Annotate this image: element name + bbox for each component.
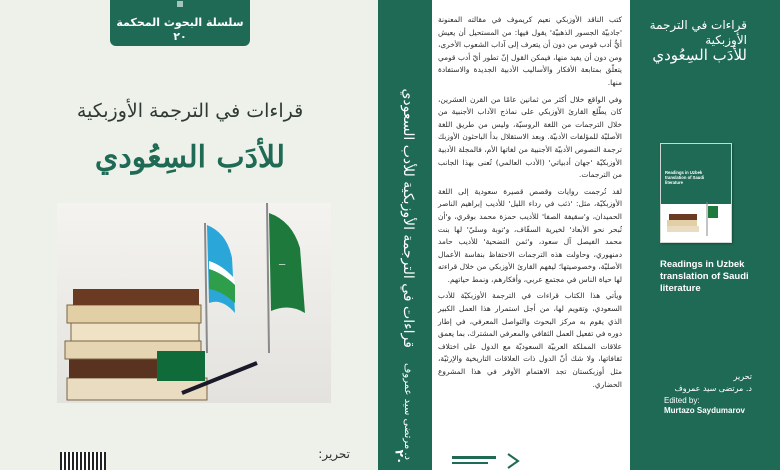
spine-number: ٢٠ (392, 449, 407, 465)
panel-subtitle: للأدَب السِعُودي (652, 46, 747, 64)
cover-photo (57, 203, 331, 403)
editor-name-ar: د. مرتضى سيد عمروف (674, 384, 752, 393)
book-spine (378, 0, 432, 470)
front-cover (0, 0, 378, 470)
editor-name-en: Murtazo Saydumarov (664, 406, 745, 415)
back-paragraph: ويأتي هذا الكتاب قراءات في الترجمة الأوزبكيّة للأدب السعودي، وتقويم لها، من أجل استمرار هذا العمل الكبير الذي يقوم به مركز البحوث والتواصل المعرفي، في إطار دوره في تفعيل العمل الثقافي والمعرفي المشترك، بما يعمق علاقات المملكة العربيّة السعوديّة مع الدول على اختلاف ثقافاتها، ولا شك أنّ الدول ذات العلاقات التاريخية والإرثيّة، مثل أوزبكستان تجد الاهتمام الأوفر في هذا المشروع الحضاري. (437, 291, 622, 389)
cover-thumbnail (660, 143, 732, 243)
back-cover-text (438, 14, 622, 395)
barcode (60, 452, 106, 470)
spine-title: قراءات في الترجمة الأوزبكية للأدب السعودي (400, 88, 416, 348)
thumbnail-title: Readings in Uzbek translation of Saudi literature (665, 170, 705, 185)
publisher-logo (110, 0, 250, 10)
edited-by-label: Edited by: (664, 396, 700, 405)
back-paragraph: كتب الناقد الأوزبكي نعيم كريموف في مقالته المعنونة 'جادبيّة الجسور الذهبيّة' يقول فيها: من المستحيل أن يعيش أيٌّ أدب قومي من دون أن يتعرف إلى آداب الشعوب الأخرى، ومن دون أن يفيد منها، فيمكن القول إنّ تطور أيّ أدب قومي يتعلّق بمتابعة الأفكار والأساليب الأدبية الجديدة والاستفادة منها. (438, 15, 622, 87)
panel-title: قراءات في الترجمة الأوزبكية (649, 18, 747, 47)
publisher-logo (448, 452, 528, 470)
english-title: Readings in Uzbek translation of Saudi literature (660, 259, 749, 294)
back-cover (432, 0, 780, 470)
spine-author: د. مرتضى سيد عمروف (402, 363, 413, 460)
publisher-band (110, 0, 250, 46)
back-paragraph: وفي الواقع خلال أكثر من ثمانين عامًا من القرن العشرين، كان يطّلع القارئ الأوزبكي على نماذج الآداب الأجنبية من خلال الترجمات من اللغة الروسيّة، وليس من طريق اللغة الأصليّة للمؤلفات الأدبيّة. وبعد الاستقلال بدأ الباحثون الأوزبك ترجمة النصوص الأدبيّة الأجنبية من لغاتها الأم، فالمجلة الأدبية الأوزبكيّة 'جهان أدبياتي' (الأدب العالمي) تُعنى بهذا الجانب من الترجمات. (438, 94, 622, 180)
editor-label: تحرير: (318, 447, 350, 461)
editor-label-ar: تحرير (733, 372, 752, 381)
series-number: ٢٠ (173, 30, 187, 43)
book-subtitle: للأدَب السِعُودي (94, 140, 286, 175)
svg-text:ـــ: ـــ (279, 259, 286, 267)
back-paragraph: لقد تُرجمت روايات وقصص قصيرة سعودية إلى اللغة الأوزبكيّة، مثل: 'ذئب في رداء الليل' للأديب إبراهيم الناصر الحميدان، و'سقيفة الصفا' للأديب حمزة محمد بوقري، و'أن تُبحر نحو الأبعاد' لخيرية السقّاف، و'توبة وسليّ' لها بنت محمد الفيصل آل سعود، و'ثمن التضحية' للأديب حامد دمنهوري، وحاولت هذه الترجمات الاحتفاظ بنفاسة الأعمال الأصليّة، وخصوصيتها؛ ليفهم القارئ الأوزبكي من خلال قراءته لها حياة الناس في مجتمع عربي، وأفكارهم، ونمط حياتهم. (438, 186, 622, 284)
series-name: سلسلة البحوث المحكمة (116, 16, 244, 29)
book-title: قراءات في الترجمة الأوزبكية (76, 100, 304, 122)
